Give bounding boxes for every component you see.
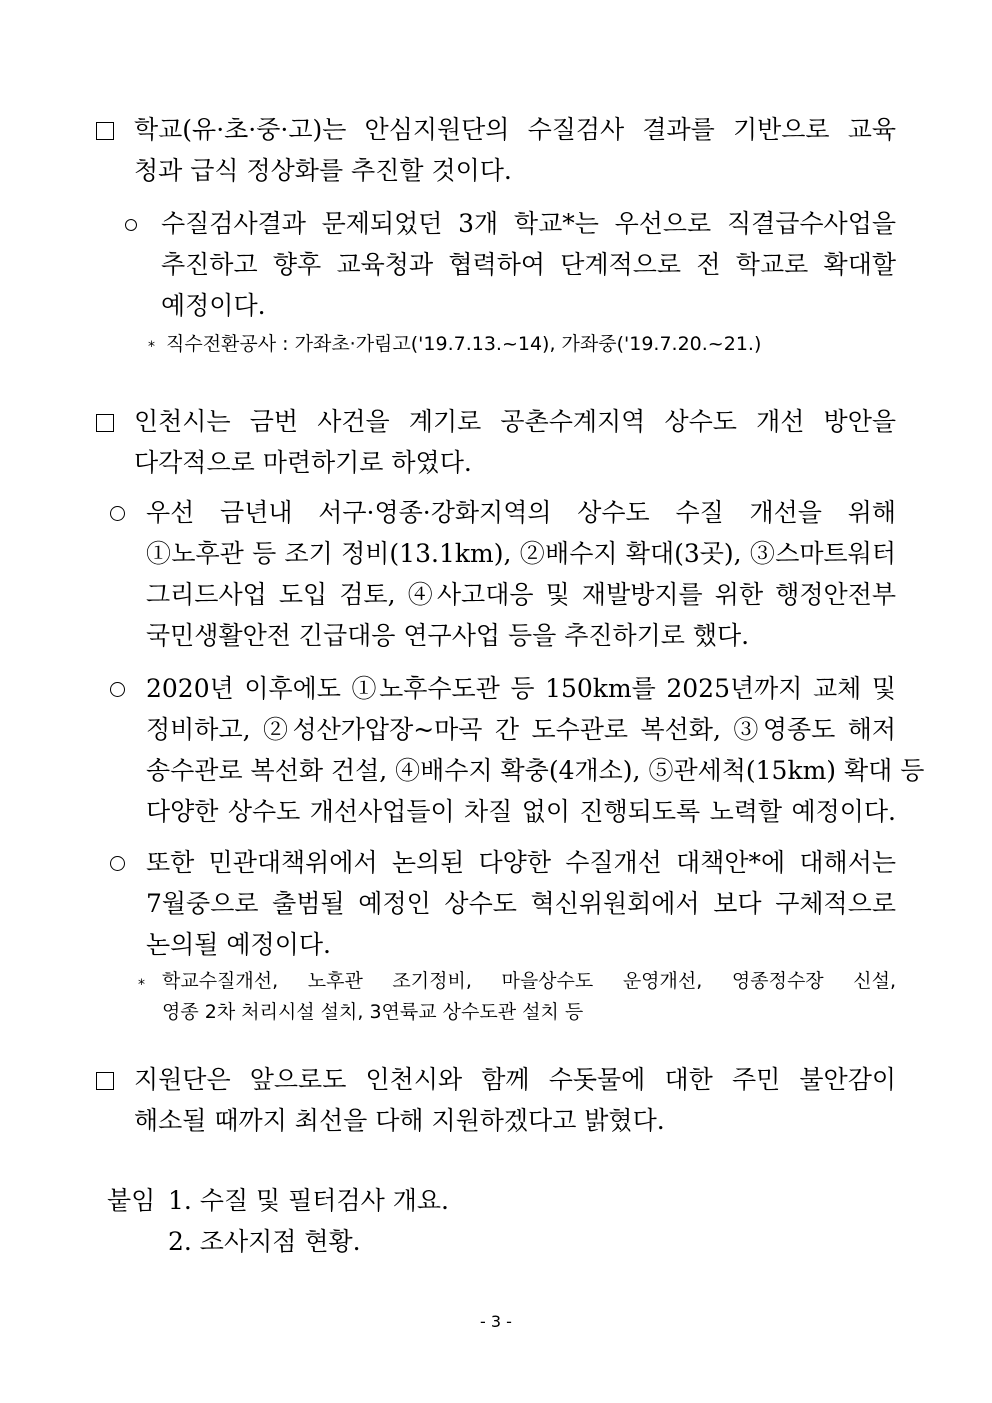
section-box-icon [96, 122, 114, 140]
bullet-1-1-note: 직수전환공사 : 가좌초·가림고('19.7.13.~14), 가좌중('19.7.20.~21.) [166, 333, 762, 355]
bullet-2-1-line-4: 국민생활안전 긴급대응 연구사업 등을 추진하기로 했다. [146, 621, 750, 650]
bullet-2-1-line-1: 우선 금년내 서구·영종·강화지역의 상수도 수질 개선을 위해 [146, 498, 896, 527]
bullet-2-3-line-1: 또한 민관대책위에서 논의된 다양한 수질개선 대책안*에 대해서는 [146, 848, 896, 877]
attachment-item-2: 2. 조사지점 현황. [168, 1227, 361, 1256]
attachment-label: 붙임 [107, 1186, 156, 1215]
attachment-item-1: 1. 수질 및 필터검사 개요. [168, 1186, 449, 1215]
bullet-2-3-note-line-1: 학교수질개선, 노후관 조기정비, 마을상수도 운영개선, 영종정수장 신설, [162, 970, 896, 992]
section-box-icon [96, 1072, 114, 1090]
bullet-circle-icon [110, 856, 125, 871]
bullet-circle-icon [110, 506, 125, 521]
section-1-line-1: 학교(유·초·중·고)는 안심지원단의 수질검사 결과를 기반으로 교육 [134, 115, 896, 144]
page-number: - 3 - [480, 1312, 512, 1331]
bullet-2-2-line-1: 2020년 이후에도 ①노후수도관 등 150km를 2025년까지 교체 및 [146, 674, 896, 703]
section-box-icon [96, 414, 114, 432]
section-2-line-2: 다각적으로 마련하기로 하였다. [134, 448, 472, 477]
section-3-line-2: 해소될 때까지 최선을 다해 지원하겠다고 밝혔다. [134, 1106, 665, 1135]
note-marker: * [138, 977, 145, 993]
bullet-2-3-note-line-2: 영종 2차 처리시설 설치, 3연륙교 상수도관 설치 등 [162, 1001, 584, 1023]
note-marker: * [148, 339, 155, 355]
bullet-2-1-line-3: 그리드사업 도입 검토, ④사고대응 및 재발방지를 위한 행정안전부 [146, 580, 896, 609]
bullet-1-1-line-1: 수질검사결과 문제되었던 3개 학교*는 우선으로 직결급수사업을 [161, 209, 896, 238]
bullet-2-2-line-3: 송수관로 복선화 건설, ④배수지 확충(4개소), ⑤관세척(15km) 확대 등 [146, 756, 925, 785]
bullet-2-3-line-2: 7월중으로 출범될 예정인 상수도 혁신위원회에서 보다 구체적으로 [146, 889, 896, 918]
bullet-circle-icon [110, 682, 125, 697]
section-2-line-1: 인천시는 금번 사건을 계기로 공촌수계지역 상수도 개선 방안을 [134, 407, 896, 436]
bullet-2-2-line-2: 정비하고, ②성산가압장~마곡 간 도수관로 복선화, ③영종도 해저 [146, 715, 896, 744]
bullet-1-1-line-2: 추진하고 향후 교육청과 협력하여 단계적으로 전 학교로 확대할 [161, 250, 896, 279]
bullet-1-1-line-3: 예정이다. [161, 291, 266, 320]
bullet-2-2-line-4: 다양한 상수도 개선사업들이 차질 없이 진행되도록 노력할 예정이다. [146, 797, 896, 826]
bullet-2-1-line-2: ①노후관 등 조기 정비(13.1km), ②배수지 확대(3곳), ③스마트워터 [146, 539, 896, 568]
bullet-2-3-line-3: 논의될 예정이다. [146, 930, 331, 959]
section-3-line-1: 지원단은 앞으로도 인천시와 함께 수돗물에 대한 주민 불안감이 [134, 1065, 896, 1094]
section-1-line-2: 청과 급식 정상화를 추진할 것이다. [134, 156, 512, 185]
bullet-circle-icon [125, 219, 137, 231]
